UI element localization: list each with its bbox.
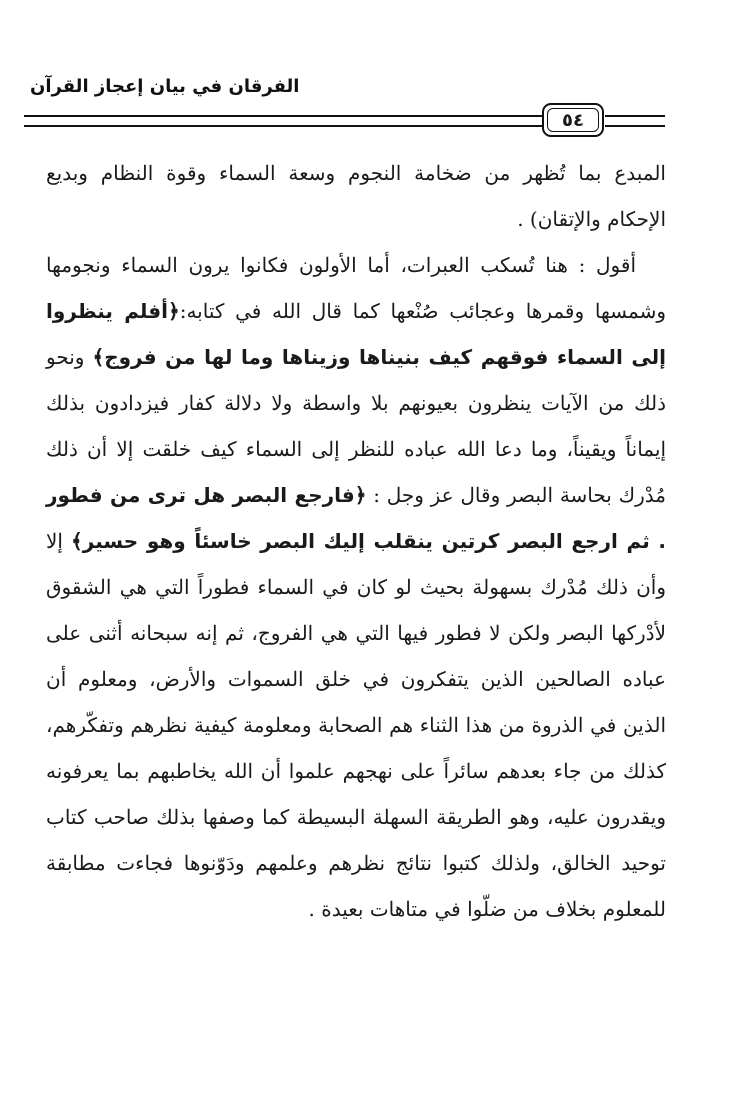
page-number: ٥٤ — [562, 109, 584, 131]
paragraph-2-text-b: ونحو ذلك من الآيات ينظرون بعيونهم بلا واسطة ولا دلالة كفار فيزدادون بذلك إيماناً ويقيناً، وما دعا الله عباده للنظر إلى السماء كيف خلقت إلا أن ذلك مُدْرك بحاسة البصر وقال عز وجل : — [46, 345, 666, 507]
page-number-badge — [542, 103, 604, 137]
header-rule-bottom-right — [605, 125, 665, 127]
paragraph-1-text: المبدع بما تُظهر من ضخامة النجوم وسعة السماء وقوة النظام وبديع الإحكام والإتقان) . — [46, 161, 666, 231]
header-rule-top-left — [24, 115, 548, 117]
paragraph-2-text-c: إلا وأن ذلك مُدْرك بسهولة بحيث لو كان في السماء فطوراً التي هي الشقوق لأدْركها البصر ولكن لا فطور فيها التي هي الفروج، ثم إنه سبحانه أثنى على عباده الصالحين الذين يتفكرون في خلق السموات والأرض، ومعلوم أن الذين في الذروة من هذا الثناء هم الصحابة ومعلومة كيفية نظرهم وتفكّرهم، كذلك من جاء بعدهم سائراً على نهجهم علموا أن الله يخاطبهم بما يعرفونه ويقدرون عليه، وهو الطريقة السهلة البسيطة كما وصفها بذلك صاحب كتاب توحيد الخالق، ولذلك كتبوا نتائج نظرهم وعلمهم ودَوّنوها فجاءت مطابقة للمعلوم بخلاف من ضلّوا في متاهات بعيدة . — [46, 529, 666, 921]
running-title: الفرقان في بيان إعجاز القرآن — [30, 76, 300, 97]
quran-verse-1: ﴿أفلم ينظروا إلى السماء فوقهم كيف بنيناها وزيناها وما لها من فروج﴾ — [46, 299, 666, 369]
paragraph-1 — [46, 150, 666, 242]
quran-verse-2: ﴿فارجع البصر هل ترى من فطور . ثم ارجع البصر كرتين ينقلب إليك البصر خاسئاً وهو حسير﴾ — [46, 483, 666, 553]
paragraph-2-text-a: أقول : هنا تُسكب العبرات، أما الأولون فكانوا يرون السماء ونجومها وشمسها وقمرها وعجائب صُنْعها كما قال الله في كتابه: — [46, 253, 666, 323]
header-rule-top-right — [605, 115, 665, 117]
body-text — [46, 150, 666, 932]
paragraph-2 — [46, 242, 666, 932]
header-rule-bottom-left — [24, 125, 548, 127]
